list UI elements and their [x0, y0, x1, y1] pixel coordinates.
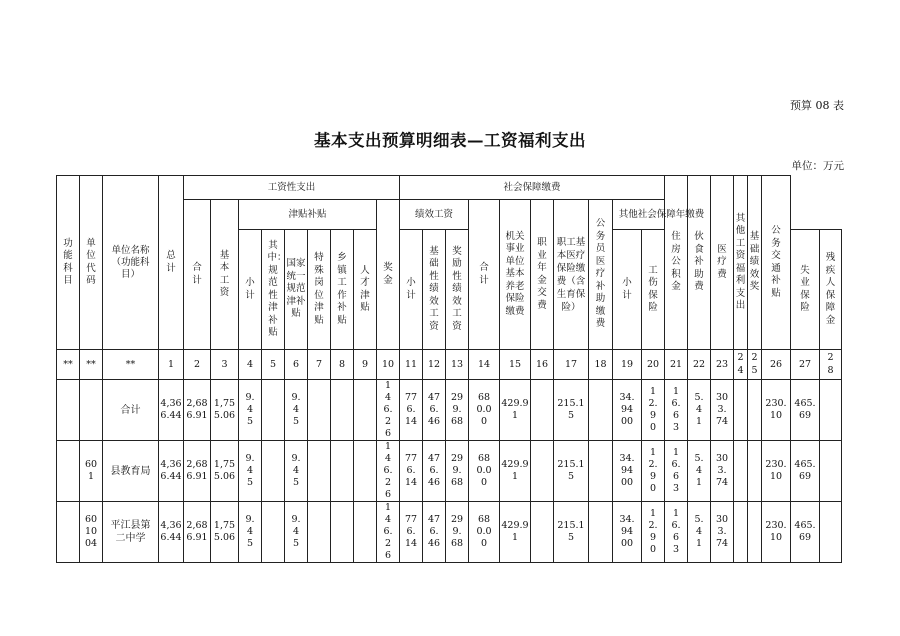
value-cell: 2,686.91 — [184, 502, 211, 563]
value-cell — [354, 441, 377, 502]
wage-welfare-table — [56, 175, 842, 563]
value-cell: 680.00 — [469, 380, 500, 441]
header-wage-group: 工资性支出 — [184, 176, 400, 200]
value-cell — [308, 380, 331, 441]
table-row — [57, 502, 842, 563]
index-cell: 12 — [423, 350, 446, 380]
value-cell: 4,366.44 — [159, 441, 184, 502]
table-row — [57, 380, 842, 441]
index-cell: 7 — [308, 350, 331, 380]
header-unit-name: 单位名称（功能科目） — [103, 176, 159, 350]
value-cell: 9.45 — [285, 380, 308, 441]
index-cell: ** — [80, 350, 103, 380]
value-cell — [820, 441, 842, 502]
value-cell: 303.74 — [711, 380, 734, 441]
header-other-welfare: 其他工资福利支出 — [734, 176, 748, 350]
index-cell: 10 — [377, 350, 400, 380]
unit-label: 单位：万元 — [791, 160, 844, 172]
header-unemployment: 失业保险 — [791, 230, 820, 350]
value-cell: 9.45 — [239, 502, 262, 563]
value-cell: 230.10 — [762, 380, 791, 441]
index-cell: ** — [103, 350, 159, 380]
index-cell: 20 — [642, 350, 665, 380]
index-cell: 9 — [354, 350, 377, 380]
index-cell: 18 — [589, 350, 613, 380]
value-cell: 16.63 — [665, 502, 688, 563]
header-food: 伙食补助费 — [688, 176, 711, 350]
value-cell — [262, 380, 285, 441]
value-cell: 776.14 — [400, 380, 423, 441]
value-cell: 215.15 — [554, 380, 589, 441]
header-total: 总计 — [159, 176, 184, 350]
header-allowance-normative: 其中：规范性津补贴 — [262, 230, 285, 350]
page-title: 基本支出预算明细表—工资福利支出 — [314, 131, 586, 150]
value-cell: 776.14 — [400, 502, 423, 563]
header-other-social-group: 其他社会保障年缴费 — [613, 200, 711, 230]
index-cell: 27 — [791, 350, 820, 380]
header-basic-wage: 基本工资 — [211, 200, 239, 350]
table-row — [57, 441, 842, 502]
index-cell: 25 — [748, 350, 762, 380]
index-cell: 1 — [159, 350, 184, 380]
value-cell — [531, 380, 554, 441]
header-transport: 公务交通补贴 — [762, 176, 791, 350]
index-cell: 26 — [762, 350, 791, 380]
value-cell — [308, 441, 331, 502]
value-cell: 299.68 — [446, 380, 469, 441]
func-code-cell — [57, 380, 80, 441]
value-cell: 9.45 — [285, 502, 308, 563]
value-cell: 12.90 — [642, 441, 665, 502]
unit-name-cell: 合计 — [103, 380, 159, 441]
value-cell — [734, 441, 748, 502]
value-cell: 12.90 — [642, 380, 665, 441]
value-cell: 5.41 — [688, 502, 711, 563]
value-cell — [820, 380, 842, 441]
form-number: 预算 08 表 — [790, 99, 844, 112]
value-cell: 16.63 — [665, 380, 688, 441]
value-cell — [331, 502, 354, 563]
header-basic-perf-bonus: 基础绩效奖 — [748, 176, 762, 350]
value-cell — [589, 502, 613, 563]
unit-code-cell — [80, 380, 103, 441]
header-annuity: 职业年金交费 — [531, 200, 554, 350]
index-cell: ** — [57, 350, 80, 380]
value-cell: 5.41 — [688, 441, 711, 502]
unit-name-cell: 县教育局 — [103, 441, 159, 502]
value-cell — [589, 441, 613, 502]
index-cell: 14 — [469, 350, 500, 380]
value-cell: 429.91 — [500, 502, 531, 563]
value-cell — [748, 441, 762, 502]
value-cell — [531, 441, 554, 502]
index-cell: 6 — [285, 350, 308, 380]
header-allowance-special: 特殊岗位津贴 — [308, 230, 331, 350]
header-civil-medical: 公务员医疗补助缴费 — [589, 200, 613, 350]
value-cell: 680.00 — [469, 441, 500, 502]
value-cell: 16.63 — [665, 441, 688, 502]
index-cell: 16 — [531, 350, 554, 380]
value-cell: 215.15 — [554, 441, 589, 502]
value-cell: 429.91 — [500, 441, 531, 502]
header-social-group: 社会保障缴费 — [400, 176, 665, 200]
value-cell — [331, 441, 354, 502]
header-perf-basic: 基础性绩效工资 — [423, 230, 446, 350]
func-code-cell — [57, 502, 80, 563]
value-cell — [531, 502, 554, 563]
index-cell: 5 — [262, 350, 285, 380]
index-row — [57, 350, 842, 380]
value-cell — [589, 380, 613, 441]
value-cell — [734, 502, 748, 563]
unit-code-cell: 601004 — [80, 502, 103, 563]
header-medical: 医疗费 — [711, 176, 734, 350]
header-func-code: 功能科目 — [57, 176, 80, 350]
value-cell: 2,686.91 — [184, 441, 211, 502]
value-cell — [354, 502, 377, 563]
header-perf-group: 绩效工资 — [400, 200, 469, 230]
value-cell: 303.74 — [711, 441, 734, 502]
value-cell: 5.41 — [688, 380, 711, 441]
header-social-total: 合计 — [469, 200, 500, 350]
value-cell: 465.69 — [791, 441, 820, 502]
index-cell: 4 — [239, 350, 262, 380]
value-cell: 1,755.06 — [211, 380, 239, 441]
value-cell — [354, 380, 377, 441]
unit-code-cell: 601 — [80, 441, 103, 502]
value-cell: 34.9400 — [613, 441, 642, 502]
value-cell: 476.46 — [423, 441, 446, 502]
value-cell — [262, 441, 285, 502]
value-cell: 776.14 — [400, 441, 423, 502]
header-housing-fund: 住房公积金 — [665, 176, 688, 350]
value-cell: 465.69 — [791, 502, 820, 563]
header-allowance-group: 津贴补贴 — [239, 200, 377, 230]
value-cell: 4,366.44 — [159, 502, 184, 563]
value-cell: 215.15 — [554, 502, 589, 563]
value-cell: 4,366.44 — [159, 380, 184, 441]
value-cell: 9.45 — [239, 441, 262, 502]
header-allowance-subtotal: 小计 — [239, 230, 262, 350]
header-perf-incentive: 奖励性绩效工资 — [446, 230, 469, 350]
header-perf-subtotal: 小计 — [400, 230, 423, 350]
index-cell: 13 — [446, 350, 469, 380]
value-cell: 1,755.06 — [211, 441, 239, 502]
value-cell: 2,686.91 — [184, 380, 211, 441]
header-unit-code: 单位代码 — [80, 176, 103, 350]
index-cell: 3 — [211, 350, 239, 380]
value-cell: 1,755.06 — [211, 502, 239, 563]
value-cell: 146.26 — [377, 502, 400, 563]
index-cell: 21 — [665, 350, 688, 380]
header-allowance-town: 乡镇工作补贴 — [331, 230, 354, 350]
value-cell: 299.68 — [446, 441, 469, 502]
value-cell — [308, 502, 331, 563]
func-code-cell — [57, 441, 80, 502]
header-other-subtotal: 小计 — [613, 230, 642, 350]
value-cell — [820, 502, 842, 563]
value-cell: 299.68 — [446, 502, 469, 563]
value-cell: 12.90 — [642, 502, 665, 563]
header-injury: 工伤保险 — [642, 230, 665, 350]
value-cell — [748, 380, 762, 441]
value-cell — [331, 380, 354, 441]
value-cell: 34.9400 — [613, 380, 642, 441]
value-cell: 680.00 — [469, 502, 500, 563]
index-cell: 17 — [554, 350, 589, 380]
value-cell: 146.26 — [377, 380, 400, 441]
index-cell: 2 — [184, 350, 211, 380]
header-wage-total: 合计 — [184, 200, 211, 350]
header-allowance-unified: 国家统一规范津补贴 — [285, 230, 308, 350]
index-cell: 11 — [400, 350, 423, 380]
value-cell: 429.91 — [500, 380, 531, 441]
value-cell: 34.9400 — [613, 502, 642, 563]
index-cell: 19 — [613, 350, 642, 380]
value-cell: 9.45 — [239, 380, 262, 441]
value-cell: 230.10 — [762, 441, 791, 502]
value-cell — [262, 502, 285, 563]
value-cell: 476.46 — [423, 502, 446, 563]
value-cell — [734, 380, 748, 441]
value-cell: 465.69 — [791, 380, 820, 441]
value-cell — [748, 502, 762, 563]
value-cell: 476.46 — [423, 380, 446, 441]
header-allowance-talent: 人才津贴 — [354, 230, 377, 350]
header-pension: 机关事业单位基本养老保险缴费 — [500, 200, 531, 350]
index-cell: 15 — [500, 350, 531, 380]
value-cell: 146.26 — [377, 441, 400, 502]
header-disabled: 残疾人保障金 — [820, 230, 842, 350]
index-cell: 28 — [820, 350, 842, 380]
value-cell: 230.10 — [762, 502, 791, 563]
value-cell: 303.74 — [711, 502, 734, 563]
header-bonus: 奖金 — [377, 200, 400, 350]
index-cell: 8 — [331, 350, 354, 380]
header-medical-insurance: 职工基本医疗保险缴费（含生育保险） — [554, 200, 589, 350]
value-cell: 9.45 — [285, 441, 308, 502]
index-cell: 23 — [711, 350, 734, 380]
index-cell: 24 — [734, 350, 748, 380]
unit-name-cell: 平江县第二中学 — [103, 502, 159, 563]
index-cell: 22 — [688, 350, 711, 380]
